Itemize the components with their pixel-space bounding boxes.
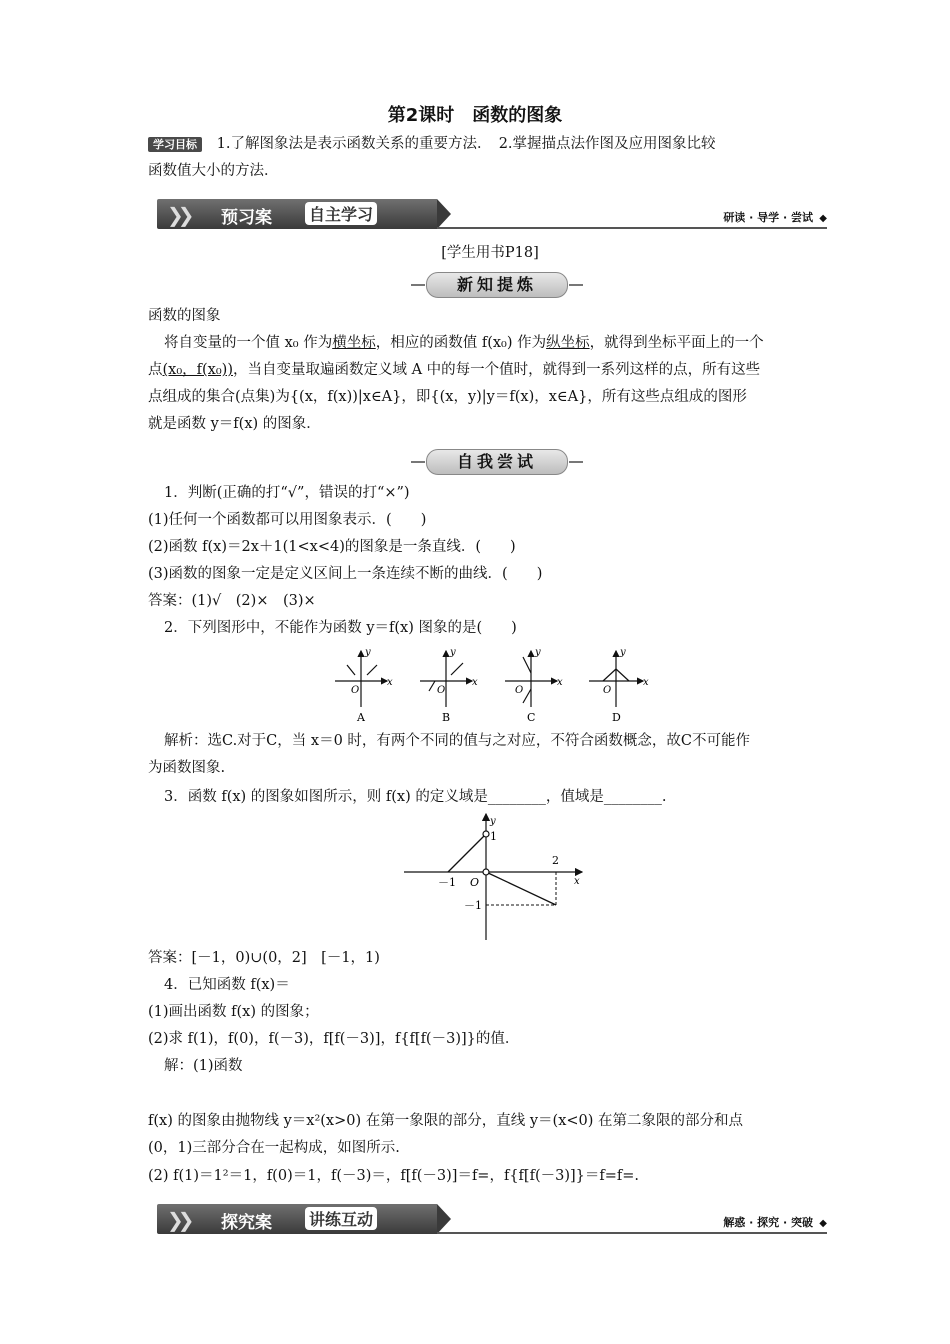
q4-item-2: (2)求 f(1)，f(0)，f(－3)，f[f(－3)]，f{f[f(－3)]}的值． — [148, 1031, 520, 1047]
page-title: 第2课时 函数的图象 — [387, 105, 563, 126]
q3-stem: 3．函数 f(x) 的图象如图所示，则 f(x) 的定义域是________，值域是________. — [164, 789, 667, 805]
concept-line-4: 就是函数 y＝f(x) 的图象． — [148, 416, 321, 432]
banner-main-label: 预习案 — [221, 208, 272, 228]
banner-right-label: 解惑 · 探究 · 突破 — [723, 1216, 813, 1229]
objectives-line-1: 学习目标 1.了解图象法是表示函数关系的重要方法． 2.掌握描点法作图及应用图象比较 — [148, 134, 716, 155]
q3-answer: 答案：[－1，0)∪(0，2] [－1，1) — [148, 950, 380, 966]
concept-line-3: 点组成的集合(点集)为{(x，f(x))|x∈A}，即{(x，y)|y＝f(x)，x∈A}，所有这些点组成的图形 — [148, 389, 747, 405]
q1-item-3: (3)函数的图象一定是定义区间上一条连续不断的曲线．( ) — [148, 566, 543, 582]
q2-solution-line-2: 为函数图象. — [148, 760, 226, 776]
q2-options-figure — [325, 645, 655, 725]
q1-item-1: (1)任何一个函数都可以用图象表示．( ) — [148, 512, 427, 528]
q4-solution-line-2: (0，1)三部分合在一起构成，如图所示. — [148, 1140, 400, 1156]
diamond-icon: ◆ — [819, 213, 827, 224]
x-axis-label: x — [557, 677, 563, 688]
banner-sub-label: 自主学习 — [305, 202, 377, 225]
y-axis-label: y — [620, 647, 626, 658]
q3-function-graph — [400, 810, 590, 942]
y-axis-label: y — [365, 647, 371, 658]
q4-solution-intro: 解：(1)函数 — [164, 1058, 243, 1074]
tick-label-1: 1 — [490, 830, 497, 843]
book-reference: [学生用书P18] — [441, 245, 539, 261]
q1-stem: 1．判断(正确的打“√”，错误的打“×”) — [164, 485, 410, 501]
option-label: D — [612, 711, 621, 724]
section-pill-new-knowledge: 新知提炼 — [426, 272, 568, 298]
option-d-graph — [589, 647, 649, 724]
q2-solution-line-1: 解析：选C.对于C，当 x＝0 时，有两个不同的值与之对应，不符合函数概念，故C不可能作 — [164, 733, 750, 749]
q1-answer: 答案：(1)√ (2)× (3)× — [148, 593, 316, 609]
q4-solution-line-1: f(x) 的图象由抛物线 y＝x²(x>0) 在第一象限的部分，直线 y＝(x<0) 在第二象限的部分和点 — [148, 1113, 744, 1129]
x-axis-label: x — [574, 876, 580, 887]
x-axis-label: x — [387, 677, 393, 688]
concept-line-1: 将自变量的一个值 x₀ 作为横坐标，相应的函数值 f(x₀) 作为纵坐标，就得到坐标平面上的一个 — [164, 335, 764, 351]
q1-item-2: (2)函数 f(x)＝2x＋1(1<x<4)的图象是一条直线．( ) — [148, 539, 516, 555]
objectives-line-2: 函数值大小的方法． — [148, 163, 279, 179]
option-a-graph — [335, 647, 393, 724]
concept-line-2: 点(x₀，f(x₀))，当自变量取遍函数定义域 A 中的每一个值时，就得到一系列这样的点，所有这些 — [148, 362, 761, 378]
origin-label: O — [437, 685, 446, 696]
x-axis-label: x — [472, 677, 478, 688]
diamond-icon: ◆ — [819, 1218, 827, 1229]
option-b-graph — [420, 647, 478, 724]
option-label: C — [527, 711, 536, 724]
concept-heading: 函数的图象 — [148, 308, 221, 324]
q4-stem: 4．已知函数 f(x)＝ — [164, 977, 290, 993]
objectives-badge: 学习目标 — [148, 137, 202, 152]
q2-stem: 2．下列图形中，不能作为函数 y＝f(x) 图象的是( ) — [164, 620, 517, 636]
banner-right-label: 研读 · 导学 · 尝试 — [723, 211, 813, 224]
q4-solution-line-3: (2) f(1)＝1²＝1，f(0)＝1，f(－3)＝，f[f(－3)]＝f=，f{f[f(－3)]}＝f=f=. — [148, 1168, 640, 1184]
option-label: A — [357, 711, 365, 724]
q4-item-1: (1)画出函数 f(x) 的图象； — [148, 1004, 319, 1020]
option-label: B — [442, 711, 451, 724]
tick-label-2: 2 — [552, 854, 559, 867]
section-pill-self-try: 自我尝试 — [426, 449, 568, 475]
banner-main-label: 探究案 — [221, 1213, 272, 1233]
y-axis-label: y — [535, 647, 541, 658]
tick-label-neg1: －1 — [438, 876, 456, 889]
option-c-graph — [505, 647, 563, 724]
x-axis-label: x — [643, 677, 649, 688]
tick-label-neg1-y: －1 — [464, 899, 482, 912]
origin-label: O — [603, 685, 612, 696]
origin-label: O — [351, 685, 360, 696]
y-axis-label: y — [450, 647, 456, 658]
banner-sub-label: 讲练互动 — [305, 1207, 377, 1230]
y-axis-label: y — [490, 816, 496, 827]
origin-label: O — [515, 685, 524, 696]
chevron-right-icon: ❯❯ — [167, 203, 189, 227]
chevron-right-icon: ❯❯ — [167, 1208, 189, 1232]
origin-label: O — [470, 876, 480, 889]
section-banner-preview — [157, 199, 827, 231]
section-banner-explore — [157, 1204, 827, 1236]
